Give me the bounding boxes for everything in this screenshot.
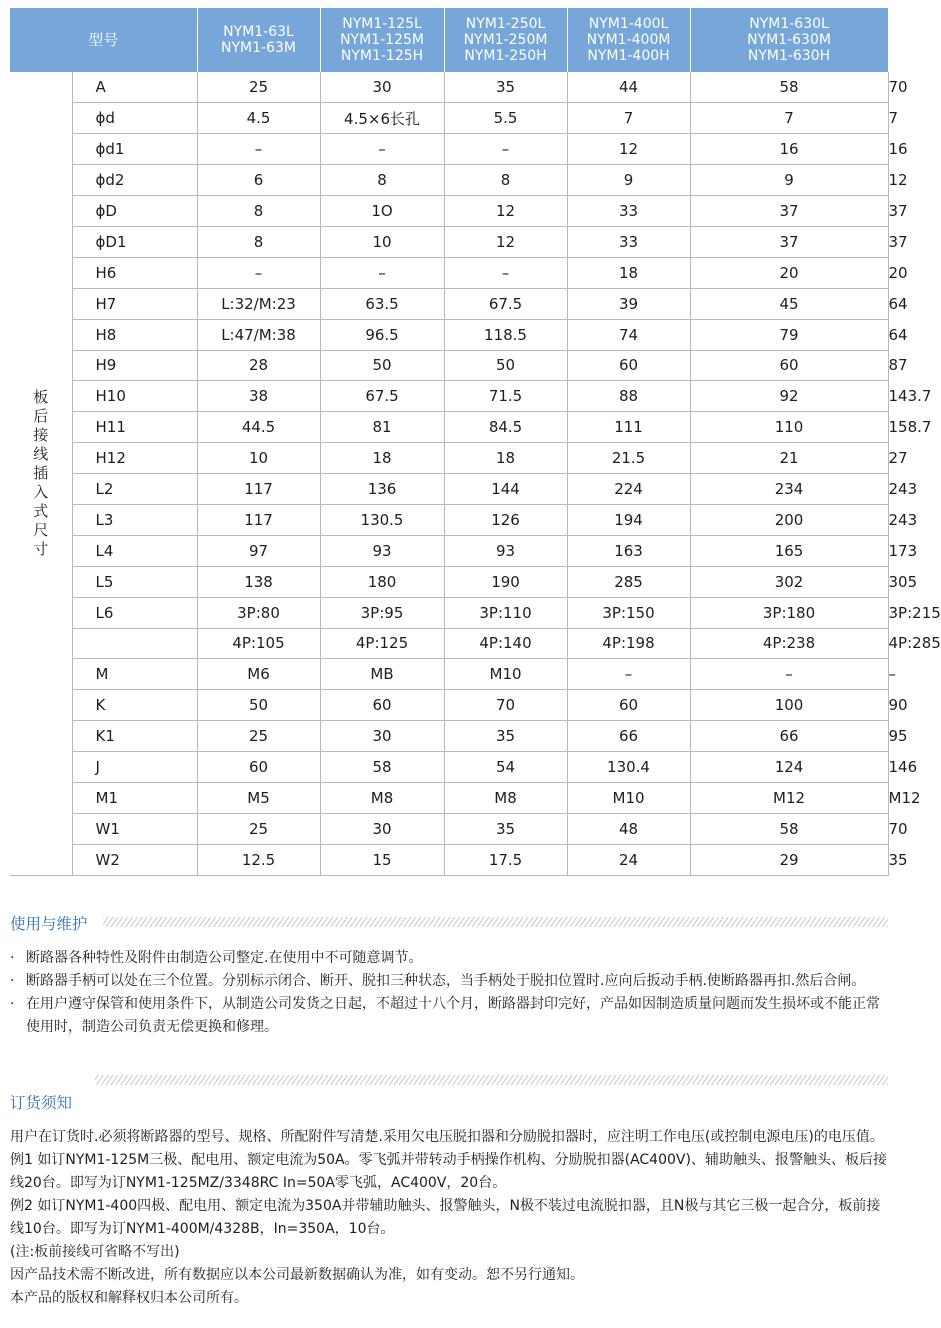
param-label: ϕd2 <box>72 165 197 196</box>
table-row: H6 – – – 18 20 20 <box>10 257 888 288</box>
table-cell: 92 <box>690 381 888 412</box>
table-cell: 302 <box>690 566 888 597</box>
table-cell: 60 <box>567 690 690 721</box>
table-cell: 35 <box>444 721 567 752</box>
table-cell: 33 <box>567 226 690 257</box>
table-cell: 37 <box>690 226 888 257</box>
table-cell: 1O <box>320 196 444 227</box>
table-row: H11 44.5 81 84.5 111 110 158.7 <box>10 412 888 443</box>
table-cell: 194 <box>567 504 690 535</box>
table-cell: 3P:180 <box>690 597 888 628</box>
ordering-paragraph: 用户在订货时.必须将断路器的型号、规格、所配附件写清楚.采用欠电压脱扣器和分励脱扣器时，应注明工作电压(或控制电源电压)的电压值。 <box>10 1129 884 1145</box>
param-label: H11 <box>72 412 197 443</box>
table-cell: 88 <box>567 381 690 412</box>
table-cell: 12.5 <box>197 844 320 875</box>
table-cell: 70 <box>444 690 567 721</box>
table-cell: 190 <box>444 566 567 597</box>
table-cell: 180 <box>320 566 444 597</box>
table-cell: 25 <box>197 813 320 844</box>
table-row: M1 M5 M8 M8 M10 M12 M12 <box>10 782 888 813</box>
table-cell: 9 <box>567 165 690 196</box>
table-cell: 74 <box>567 319 690 350</box>
table-cell: 25 <box>197 721 320 752</box>
table-cell: 25 <box>197 72 320 103</box>
table-cell: 4P:125 <box>320 628 444 659</box>
table-cell: 4.5 <box>197 103 320 134</box>
table-cell: 12 <box>444 196 567 227</box>
param-label: ϕD1 <box>72 226 197 257</box>
side-label: 板后接线插入式尺寸 <box>10 72 72 875</box>
table-cell: L:32/M:23 <box>197 288 320 319</box>
table-cell: M10 <box>444 659 567 690</box>
param-label: ϕD <box>72 196 197 227</box>
table-cell: 4.5×6长孔 <box>320 103 444 134</box>
param-label: L5 <box>72 566 197 597</box>
table-cell: 16 <box>690 134 888 165</box>
param-label: L6 <box>72 597 197 628</box>
table-cell: – <box>444 257 567 288</box>
table-cell: 18 <box>567 257 690 288</box>
table-cell: 7 <box>567 103 690 134</box>
ordering-paragraph: 本产品的版权和解释权归本公司所有。 <box>10 1290 248 1306</box>
param-label: H12 <box>72 443 197 474</box>
param-label: L4 <box>72 535 197 566</box>
table-cell: 8 <box>197 196 320 227</box>
table-row: L5 138 180 190 285 302 305 <box>10 566 888 597</box>
table-cell: 20 <box>690 257 888 288</box>
table-cell: 200 <box>690 504 888 535</box>
param-label: W1 <box>72 813 197 844</box>
table-row: H10 38 67.5 71.5 88 92 143.7 <box>10 381 888 412</box>
table-cell: 8 <box>444 165 567 196</box>
table-cell: 60 <box>320 690 444 721</box>
table-cell: 39 <box>567 288 690 319</box>
table-cell: – <box>197 257 320 288</box>
table-cell: 50 <box>320 350 444 381</box>
model-header: NYM1-630L NYM1-630M NYM1-630H <box>690 8 888 72</box>
table-row: L2 117 136 144 224 234 243 <box>10 474 888 505</box>
table-cell: 6 <box>197 165 320 196</box>
table-cell: 118.5 <box>444 319 567 350</box>
table-cell: 10 <box>320 226 444 257</box>
table-cell: 9 <box>690 165 888 196</box>
param-label: W2 <box>72 844 197 875</box>
table-cell: 35 <box>444 72 567 103</box>
table-row: L6 3P:80 3P:95 3P:110 3P:150 3P:180 3P:215 <box>10 597 888 628</box>
param-label: H8 <box>72 319 197 350</box>
table-cell: 3P:110 <box>444 597 567 628</box>
ordering-section-title: 订货须知 <box>10 1094 73 1112</box>
table-body <box>10 72 941 875</box>
table-row: ϕd1 – – – 12 16 16 <box>10 134 888 165</box>
table-cell: 285 <box>567 566 690 597</box>
table-cell: 35 <box>444 813 567 844</box>
param-label: M <box>72 659 197 690</box>
table-cell: 48 <box>567 813 690 844</box>
table-cell: 18 <box>320 443 444 474</box>
model-header: NYM1-125L NYM1-125M NYM1-125H <box>320 8 444 72</box>
table-cell: 97 <box>197 535 320 566</box>
table-cell: 4P:198 <box>567 628 690 659</box>
table-cell: 66 <box>690 721 888 752</box>
table-cell: 37 <box>690 196 888 227</box>
table-cell: 5.5 <box>444 103 567 134</box>
table-cell: – <box>690 659 888 690</box>
usage-section-title: 使用与维护 <box>10 915 88 933</box>
section-divider <box>103 917 888 927</box>
list-item: · 在用户遵守保管和使用条件下，从制造公司发货之日起，不超过十八个月，断路器封印完好，产品如因制造质量问题而发生损坏或不能正常使用时，制造公司负责无偿更换和修理。 <box>10 996 880 1035</box>
param-label: ϕd <box>72 103 197 134</box>
table-cell: 96.5 <box>320 319 444 350</box>
table-cell: 45 <box>690 288 888 319</box>
table-row: H7 L:32/M:23 63.5 67.5 39 45 64 <box>10 288 888 319</box>
table-cell: M12 <box>690 782 888 813</box>
table-row: 4P:105 4P:125 4P:140 4P:198 4P:238 4P:285 <box>10 628 888 659</box>
section-divider <box>95 1075 888 1085</box>
table-cell: 50 <box>444 350 567 381</box>
table-cell: 4P:140 <box>444 628 567 659</box>
table-row: H12 10 18 18 21.5 21 27 <box>10 443 888 474</box>
table-cell: L:47/M:38 <box>197 319 320 350</box>
table-cell: 29 <box>690 844 888 875</box>
table-row: H8 L:47/M:38 96.5 118.5 74 79 64 <box>10 319 888 350</box>
table-cell: 71.5 <box>444 381 567 412</box>
param-label: L2 <box>72 474 197 505</box>
table-cell: 7 <box>690 103 888 134</box>
table-cell: 8 <box>320 165 444 196</box>
table-cell: 111 <box>567 412 690 443</box>
param-label: H10 <box>72 381 197 412</box>
table-cell: 67.5 <box>320 381 444 412</box>
table-cell: 60 <box>567 350 690 381</box>
ordering-paragraph: 例1 如订NYM1-125M三极、配电用、额定电流为50A。零飞弧并带转动手柄操作机构、分励脱扣器(AC400V)、辅助触头、报警触头、板后接线20台。即写为订NYM1-125MZ/3348RC In=50A零飞弧，AC400V，20台。 <box>10 1152 887 1191</box>
table-cell: 67.5 <box>444 288 567 319</box>
table-cell: 79 <box>690 319 888 350</box>
table-cell: 110 <box>690 412 888 443</box>
table-cell: – <box>320 134 444 165</box>
table-cell: 44 <box>567 72 690 103</box>
table-cell: 138 <box>197 566 320 597</box>
table-cell: 30 <box>320 72 444 103</box>
table-cell: 3P:150 <box>567 597 690 628</box>
table-row: ϕd2 6 8 8 9 9 12 <box>10 165 888 196</box>
table-cell: 4P:238 <box>690 628 888 659</box>
table-cell: 136 <box>320 474 444 505</box>
table-cell: – <box>567 659 690 690</box>
table-cell: 84.5 <box>444 412 567 443</box>
table-cell: M8 <box>320 782 444 813</box>
table-cell: 21 <box>690 443 888 474</box>
param-label: ϕd1 <box>72 134 197 165</box>
table-row: L3 117 130.5 126 194 200 243 <box>10 504 888 535</box>
list-item: · 断路器手柄可以处在三个位置。分别标示闭合、断开、脱扣三种状态，当手柄处于脱扣位置时.应向后扳动手柄.使断路器再扣.然后合闸。 <box>10 973 866 989</box>
param-label: A <box>72 72 197 103</box>
table-cell: 144 <box>444 474 567 505</box>
table-cell: 224 <box>567 474 690 505</box>
model-header: NYM1-400L NYM1-400M NYM1-400H <box>567 8 690 72</box>
table-cell: 93 <box>444 535 567 566</box>
table-cell: M5 <box>197 782 320 813</box>
table-cell: 17.5 <box>444 844 567 875</box>
param-label: H6 <box>72 257 197 288</box>
table-row: ϕd 4.5 4.5×6长孔 5.5 7 7 7 <box>10 103 888 134</box>
table-cell: 60 <box>690 350 888 381</box>
table-row: W1 25 30 35 48 58 70 <box>10 813 888 844</box>
table-cell: 15 <box>320 844 444 875</box>
table-cell: 44.5 <box>197 412 320 443</box>
table-cell: 234 <box>690 474 888 505</box>
param-label: M1 <box>72 782 197 813</box>
param-label: L3 <box>72 504 197 535</box>
list-item: · 断路器各种特性及附件由制造公司整定.在使用中不可随意调节。 <box>10 950 423 966</box>
table-cell: – <box>320 257 444 288</box>
table-cell: 54 <box>444 752 567 783</box>
table-cell: MB <box>320 659 444 690</box>
table-cell: M8 <box>444 782 567 813</box>
table-cell: 130.4 <box>567 752 690 783</box>
table-cell: 12 <box>567 134 690 165</box>
table-cell: 60 <box>197 752 320 783</box>
table-cell: 100 <box>690 690 888 721</box>
table-cell: 66 <box>567 721 690 752</box>
table-cell: 130.5 <box>320 504 444 535</box>
table-cell: 28 <box>197 350 320 381</box>
table-cell: 58 <box>690 72 888 103</box>
dimension-table <box>10 8 941 876</box>
table-cell: 3P:95 <box>320 597 444 628</box>
table-cell: 50 <box>197 690 320 721</box>
param-label: H9 <box>72 350 197 381</box>
table-cell: 117 <box>197 474 320 505</box>
ordering-paragraph: (注:板前接线可省略不写出) <box>10 1244 180 1260</box>
table-cell: 126 <box>444 504 567 535</box>
table-cell: M6 <box>197 659 320 690</box>
table-cell: – <box>197 134 320 165</box>
table-row: M M6 MB M10 – – – <box>10 659 888 690</box>
table-cell: 8 <box>197 226 320 257</box>
table-cell: 24 <box>567 844 690 875</box>
table-row: ϕD1 8 10 12 33 37 37 <box>10 226 888 257</box>
table-cell: 63.5 <box>320 288 444 319</box>
ordering-paragraph: 例2 如订NYM1-400四极、配电用、额定电流为350A并带辅助触头、报警触头，N极不装过电流脱扣器，且N极与其它三极一起合分，板前接线10台。即写为订NYM1-400M/4328B，In=350A，10台。 <box>10 1198 881 1237</box>
table-cell: 165 <box>690 535 888 566</box>
param-label <box>72 628 197 659</box>
param-label: J <box>72 752 197 783</box>
table-cell: 58 <box>320 752 444 783</box>
table-cell: 124 <box>690 752 888 783</box>
table-cell: 12 <box>444 226 567 257</box>
table-row: H9 28 50 50 60 60 87 <box>10 350 888 381</box>
table-row: L4 97 93 93 163 165 173 <box>10 535 888 566</box>
table-header-row: 型号 NYM1-63L NYM1-63M NYM1-125L NYM1-125M NYM1-125H NYM1-250L NYM1-250M NYM1-250H NYM1-400L NYM1-400M NYM1-400H NYM1-630L NYM1-630M NYM1-630H NYM1-800M NYM1-800H <box>10 8 888 72</box>
table-cell: 33 <box>567 196 690 227</box>
table-cell: 30 <box>320 721 444 752</box>
table-row: W2 12.5 15 17.5 24 29 35 <box>10 844 888 875</box>
table-cell: – <box>444 134 567 165</box>
table-row: J 60 58 54 130.4 124 146 <box>10 752 888 783</box>
model-header: NYM1-63L NYM1-63M <box>197 8 320 72</box>
model-header: NYM1-250L NYM1-250M NYM1-250H <box>444 8 567 72</box>
param-label: H7 <box>72 288 197 319</box>
table-cell: 21.5 <box>567 443 690 474</box>
table-cell: 3P:80 <box>197 597 320 628</box>
usage-list <box>10 947 888 1039</box>
table-row: ϕD 8 1O 12 33 37 37 <box>10 196 888 227</box>
table-cell: 163 <box>567 535 690 566</box>
table-cell: 38 <box>197 381 320 412</box>
table-cell: 18 <box>444 443 567 474</box>
param-label: K1 <box>72 721 197 752</box>
ordering-notes <box>10 1126 888 1310</box>
table-row: 板后接线插入式尺寸 A 25 30 35 44 58 70 <box>10 72 888 103</box>
param-label: K <box>72 690 197 721</box>
table-cell: M10 <box>567 782 690 813</box>
table-cell: 58 <box>690 813 888 844</box>
table-cell: 30 <box>320 813 444 844</box>
ordering-paragraph: 因产品技术需不断改进，所有数据应以本公司最新数据确认为准，如有变动。恕不另行通知。 <box>10 1267 584 1283</box>
table-cell: 117 <box>197 504 320 535</box>
table-cell: 4P:105 <box>197 628 320 659</box>
table-cell: 10 <box>197 443 320 474</box>
header-model-label: 型号 <box>10 8 197 72</box>
table-row: K 50 60 70 60 100 90 <box>10 690 888 721</box>
table-row: K1 25 30 35 66 66 95 <box>10 721 888 752</box>
table-cell: 93 <box>320 535 444 566</box>
table-cell: 81 <box>320 412 444 443</box>
